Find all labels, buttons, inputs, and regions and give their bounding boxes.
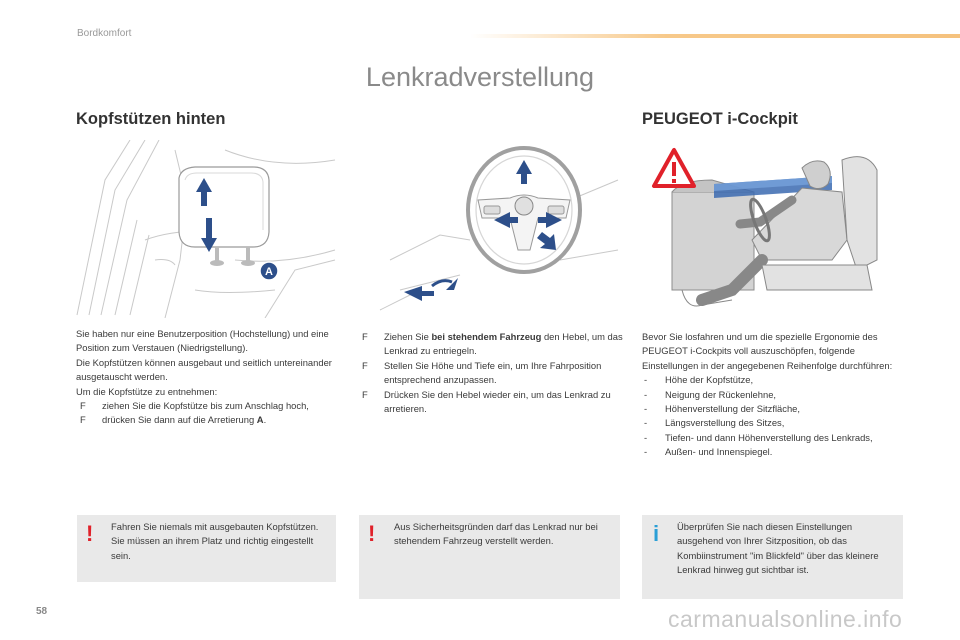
left-paragraph-2: Die Kopfstützen können ausgebaut und seitlich untereinander ausgetauscht werden. [76, 356, 332, 383]
left-body-text [76, 327, 338, 428]
left-bullet-1: F ziehen Sie die Kopfstütze bis zum Anschlag hoch, [76, 399, 338, 413]
middle-bullet-2: F Stellen Sie Höhe und Tiefe ein, um Ihre Fahrposition entsprechend anzupassen. [362, 359, 602, 386]
left-paragraph-1: Sie haben nur eine Benutzerposition (Hochstellung) und eine Position zum Verstauen (Niedrigstellung). [76, 328, 329, 354]
bullet-marker: F [362, 359, 368, 371]
right-list-item: - Höhenverstellung der Sitzfläche, [644, 403, 800, 415]
bullet-marker: F [362, 331, 368, 342]
headrest-illustration [75, 140, 337, 318]
warning-note-text: Aus Sicherheitsgründen darf das Lenkrad nur bei stehendem Fahrzeug verstellt werden. [394, 521, 598, 547]
left-bullet-2: F drücken Sie dann auf die Arretierung A. [76, 413, 338, 427]
warning-note-headrests [77, 515, 336, 582]
heading-rear-headrests: Kopfstützen hinten [76, 110, 226, 128]
bullet-marker: F [80, 400, 86, 412]
right-body-text [642, 330, 904, 460]
bullet-marker: F [80, 414, 86, 426]
right-list-item: - Neigung der Rückenlehne, [644, 388, 777, 400]
warning-exclamation-icon: ! [368, 521, 376, 546]
middle-bullet-1: F Ziehen Sie bei stehendem Fahrzeug den Hebel, um das Lenkrad zu entriegeln. [362, 331, 623, 357]
bullet-marker: F [362, 388, 368, 400]
info-note-text: Überprüfen Sie nach diesen Einstellungen ausgehend von Ihrer Sitzposition, ob das Kombiinstrument "im Blickfeld" über das kleinere Lenkrad hinweg gut sichtbar ist. [677, 521, 879, 576]
middle-bullet-3: F Drücken Sie den Hebel wieder ein, um das Lenkrad zu arretieren. [362, 388, 611, 415]
heading-i-cockpit: PEUGEOT i-Cockpit [642, 110, 798, 128]
steering-wheel-illustration [360, 140, 622, 318]
warning-note-text: Fahren Sie niemals mit ausgebauten Kopfstützen. Sie müssen an ihrem Platz und richtig eingestellt sein. [111, 521, 319, 561]
warning-exclamation-icon: ! [86, 521, 94, 546]
section-label: Bordkomfort [77, 28, 132, 39]
label-a-text: A [265, 266, 273, 278]
watermark: carmanualsonline.info [668, 606, 903, 632]
warning-note-steering [359, 515, 620, 599]
header-accent-line [470, 34, 960, 38]
page-number: 58 [36, 606, 48, 617]
right-intro: Bevor Sie losfahren und um die spezielle Ergonomie des PEUGEOT i-Cockpits voll auszuschöpfen, folgende Einstellungen in der angegebenen Reihenfolge durchführen: [642, 331, 893, 371]
right-list-item: - Außen- und Innenspiegel. [644, 446, 773, 458]
page-title: Lenkradverstellung [365, 62, 595, 92]
info-note-instrument [642, 515, 903, 599]
i-cockpit-illustration [642, 140, 904, 318]
right-list-item: - Tiefen- und dann Höhenverstellung des Lenkrads, [644, 431, 873, 443]
right-list-item: - Längsverstellung des Sitzes, [644, 417, 785, 429]
info-icon: i [653, 521, 660, 546]
middle-body-text [358, 330, 624, 416]
right-list-item: - Höhe der Kopfstütze, [644, 374, 754, 386]
left-paragraph-3: Um die Kopfstütze zu entnehmen: [76, 385, 218, 397]
